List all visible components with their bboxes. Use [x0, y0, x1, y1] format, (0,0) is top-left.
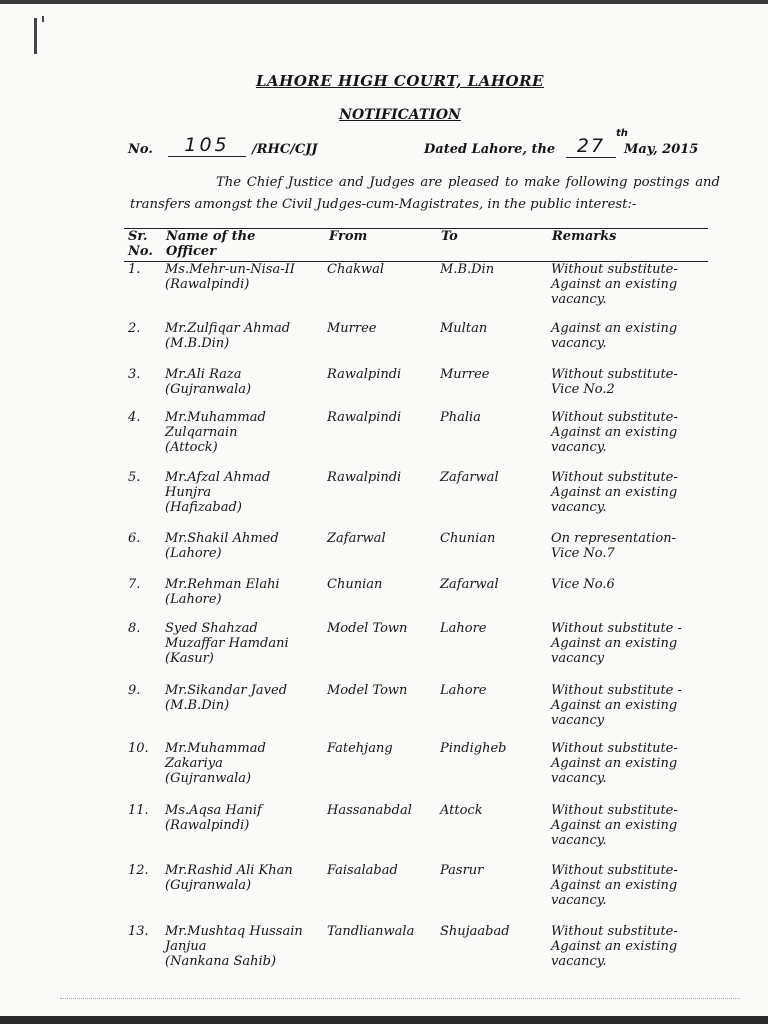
header-to: To — [441, 229, 458, 244]
row-sr-no: 11. — [128, 803, 149, 818]
row-officer-name — [165, 863, 325, 893]
remarks-line: Without substitute - — [551, 683, 682, 698]
officer-name-line: Syed Shahzad — [165, 621, 258, 636]
officer-name-line: (M.B.Din) — [165, 698, 230, 713]
row-to: Lahore — [440, 621, 487, 636]
remarks-line: vacancy. — [551, 833, 607, 848]
remarks-line: vacancy. — [551, 771, 607, 786]
row-officer-name — [165, 367, 325, 397]
header-sr-line1: Sr. — [128, 229, 148, 244]
row-sr-no: 6. — [128, 531, 141, 546]
remarks-line: Against an existing — [551, 277, 678, 292]
remarks-line: vacancy — [551, 713, 605, 728]
row-sr-no: 7. — [128, 577, 141, 592]
row-officer-name — [165, 741, 325, 786]
header-name-line2: Officer — [166, 244, 217, 259]
officer-name-line: (Gujranwala) — [165, 771, 252, 786]
row-sr-no: 5. — [128, 470, 141, 485]
officer-name-line: Ms.Aqsa Hanif — [165, 803, 262, 818]
remarks-line: Against an existing — [551, 818, 678, 833]
row-to: Zafarwal — [440, 577, 499, 592]
row-officer-name — [165, 924, 325, 969]
row-officer-name — [165, 577, 325, 607]
officer-name-line: (Rawalpindi) — [165, 818, 250, 833]
row-from: Tandlianwala — [327, 924, 415, 939]
officer-name-line: Mr.Ali Raza — [165, 367, 242, 382]
row-to: M.B.Din — [440, 262, 495, 277]
officer-name-line: (Kasur) — [165, 651, 214, 666]
row-to: Attock — [440, 803, 483, 818]
notification-title: NOTIFICATION — [339, 107, 461, 123]
remarks-line: Against an existing — [551, 485, 678, 500]
remarks-line: Against an existing — [551, 698, 678, 713]
row-remarks — [551, 577, 711, 592]
officer-name-line: Mr.Shakil Ahmed — [165, 531, 279, 546]
row-from: Model Town — [327, 683, 408, 698]
row-remarks — [551, 803, 711, 848]
row-from: Hassanabdal — [327, 803, 412, 818]
row-remarks — [551, 470, 711, 515]
officer-name-line: Mr.Sikandar Javed — [165, 683, 288, 698]
officer-name-line: Hunjra — [165, 485, 212, 500]
header-name-line1: Name of the — [166, 229, 256, 244]
row-to: Multan — [440, 321, 488, 336]
row-remarks — [551, 863, 711, 908]
reference-number: 105 — [168, 134, 246, 157]
row-sr-no: 3. — [128, 367, 141, 382]
intro-paragraph: The Chief Justice and Judges are pleased to make following postings and transfers amongst the Civil Judges-cum-Magistrates, in the public interest:- — [130, 175, 720, 212]
remarks-line: Vice No.2 — [551, 382, 615, 397]
remarks-line: vacancy — [551, 651, 605, 666]
row-to: Murree — [440, 367, 490, 382]
remarks-line: Without substitute- — [551, 470, 678, 485]
remarks-line: Without substitute- — [551, 863, 678, 878]
row-officer-name — [165, 470, 325, 515]
row-remarks — [551, 621, 711, 666]
header-remarks: Remarks — [552, 229, 617, 244]
header-sr-no — [128, 229, 162, 259]
row-remarks — [551, 924, 711, 969]
row-to: Pindigheb — [440, 741, 507, 756]
officer-name-line: (Nankana Sahib) — [165, 954, 277, 969]
officer-name-line: Zulqarnain — [165, 425, 238, 440]
row-sr-no: 13. — [128, 924, 149, 939]
remarks-line: vacancy. — [551, 893, 607, 908]
officer-name-line: Ms.Mehr-un-Nisa-II — [165, 262, 295, 277]
remarks-line: Vice No.7 — [551, 546, 615, 561]
header-officer-name — [166, 229, 316, 259]
row-officer-name — [165, 410, 325, 455]
officer-name-line: Mr.Afzal Ahmad — [165, 470, 271, 485]
remarks-line: On representation- — [551, 531, 676, 546]
row-remarks — [551, 683, 711, 728]
row-from: Chunian — [327, 577, 383, 592]
row-remarks — [551, 367, 711, 397]
row-to: Chunian — [440, 531, 496, 546]
officer-name-line: (Gujranwala) — [165, 382, 252, 397]
row-sr-no: 8. — [128, 621, 141, 636]
row-officer-name — [165, 262, 325, 292]
officer-name-line: (Attock) — [165, 440, 218, 455]
remarks-line: Without substitute- — [551, 410, 678, 425]
reference-no-label: No. — [128, 142, 153, 157]
scan-bottom-edge — [0, 1016, 768, 1024]
officer-name-line: Janjua — [165, 939, 207, 954]
row-from: Murree — [327, 321, 377, 336]
officer-name-line: Mr.Mushtaq Hussain — [165, 924, 303, 939]
row-remarks — [551, 321, 711, 351]
dated-day: 27 — [566, 135, 616, 158]
row-officer-name — [165, 531, 325, 561]
officer-name-line: (M.B.Din) — [165, 336, 230, 351]
dated-label: Dated Lahore, the — [424, 142, 556, 157]
row-officer-name — [165, 803, 325, 833]
margin-mark — [34, 18, 37, 54]
row-sr-no: 9. — [128, 683, 141, 698]
remarks-line: Without substitute- — [551, 924, 678, 939]
officer-name-line: Mr.Zulfiqar Ahmad — [165, 321, 291, 336]
remarks-line: Against an existing — [551, 756, 678, 771]
row-from: Rawalpindi — [327, 367, 402, 382]
row-remarks — [551, 410, 711, 455]
officer-name-line: (Lahore) — [165, 546, 222, 561]
row-officer-name — [165, 321, 325, 351]
row-sr-no: 12. — [128, 863, 149, 878]
row-remarks — [551, 741, 711, 786]
officer-name-line: (Rawalpindi) — [165, 277, 250, 292]
row-to: Phalia — [440, 410, 481, 425]
row-from: Chakwal — [327, 262, 384, 277]
row-sr-no: 4. — [128, 410, 141, 425]
margin-mark-small — [42, 16, 44, 22]
scan-top-edge — [0, 0, 768, 4]
row-sr-no: 1. — [128, 262, 141, 277]
row-sr-no: 10. — [128, 741, 149, 756]
header-sr-line2: No. — [128, 244, 153, 259]
row-officer-name — [165, 683, 325, 713]
officer-name-line: Mr.Muhammad — [165, 410, 266, 425]
header-from: From — [329, 229, 368, 244]
row-to: Shujaabad — [440, 924, 510, 939]
officer-name-line: (Hafizabad) — [165, 500, 242, 515]
remarks-line: Without substitute- — [551, 262, 678, 277]
remarks-line: Vice No.6 — [551, 577, 615, 592]
officer-name-line: Zakariya — [165, 756, 223, 771]
row-from: Model Town — [327, 621, 408, 636]
officer-name-line: Mr.Muhammad — [165, 741, 266, 756]
officer-name-line: Mr.Rashid Ali Khan — [165, 863, 293, 878]
remarks-line: vacancy. — [551, 500, 607, 515]
row-from: Fatehjang — [327, 741, 393, 756]
remarks-line: vacancy. — [551, 336, 607, 351]
row-from: Rawalpindi — [327, 410, 402, 425]
row-to: Lahore — [440, 683, 487, 698]
row-remarks — [551, 262, 711, 307]
officer-name-line: (Lahore) — [165, 592, 222, 607]
remarks-line: Without substitute- — [551, 367, 678, 382]
row-to: Pasrur — [440, 863, 484, 878]
row-to: Zafarwal — [440, 470, 499, 485]
officer-name-line: Muzaffar Hamdani — [165, 636, 289, 651]
row-sr-no: 2. — [128, 321, 141, 336]
scan-bottom-dots — [60, 998, 740, 1000]
reference-suffix: /RHC/CJJ — [252, 142, 318, 157]
remarks-line: vacancy. — [551, 440, 607, 455]
row-from: Zafarwal — [327, 531, 386, 546]
row-officer-name — [165, 621, 325, 666]
officer-name-line: Mr.Rehman Elahi — [165, 577, 280, 592]
officer-name-line: (Gujranwala) — [165, 878, 252, 893]
remarks-line: Without substitute - — [551, 621, 682, 636]
remarks-line: Against an existing — [551, 636, 678, 651]
dated-month-year: May, 2015 — [624, 142, 699, 157]
remarks-line: Against an existing — [551, 321, 678, 336]
remarks-line: Against an existing — [551, 425, 678, 440]
remarks-line: Without substitute- — [551, 741, 678, 756]
row-from: Rawalpindi — [327, 470, 402, 485]
row-from: Faisalabad — [327, 863, 398, 878]
remarks-line: Against an existing — [551, 939, 678, 954]
remarks-line: Against an existing — [551, 878, 678, 893]
court-title: LAHORE HIGH COURT, LAHORE — [255, 72, 544, 90]
remarks-line: Without substitute- — [551, 803, 678, 818]
dated-day-suffix: th — [616, 128, 628, 139]
remarks-line: vacancy. — [551, 292, 607, 307]
remarks-line: vacancy. — [551, 954, 607, 969]
row-remarks — [551, 531, 711, 561]
